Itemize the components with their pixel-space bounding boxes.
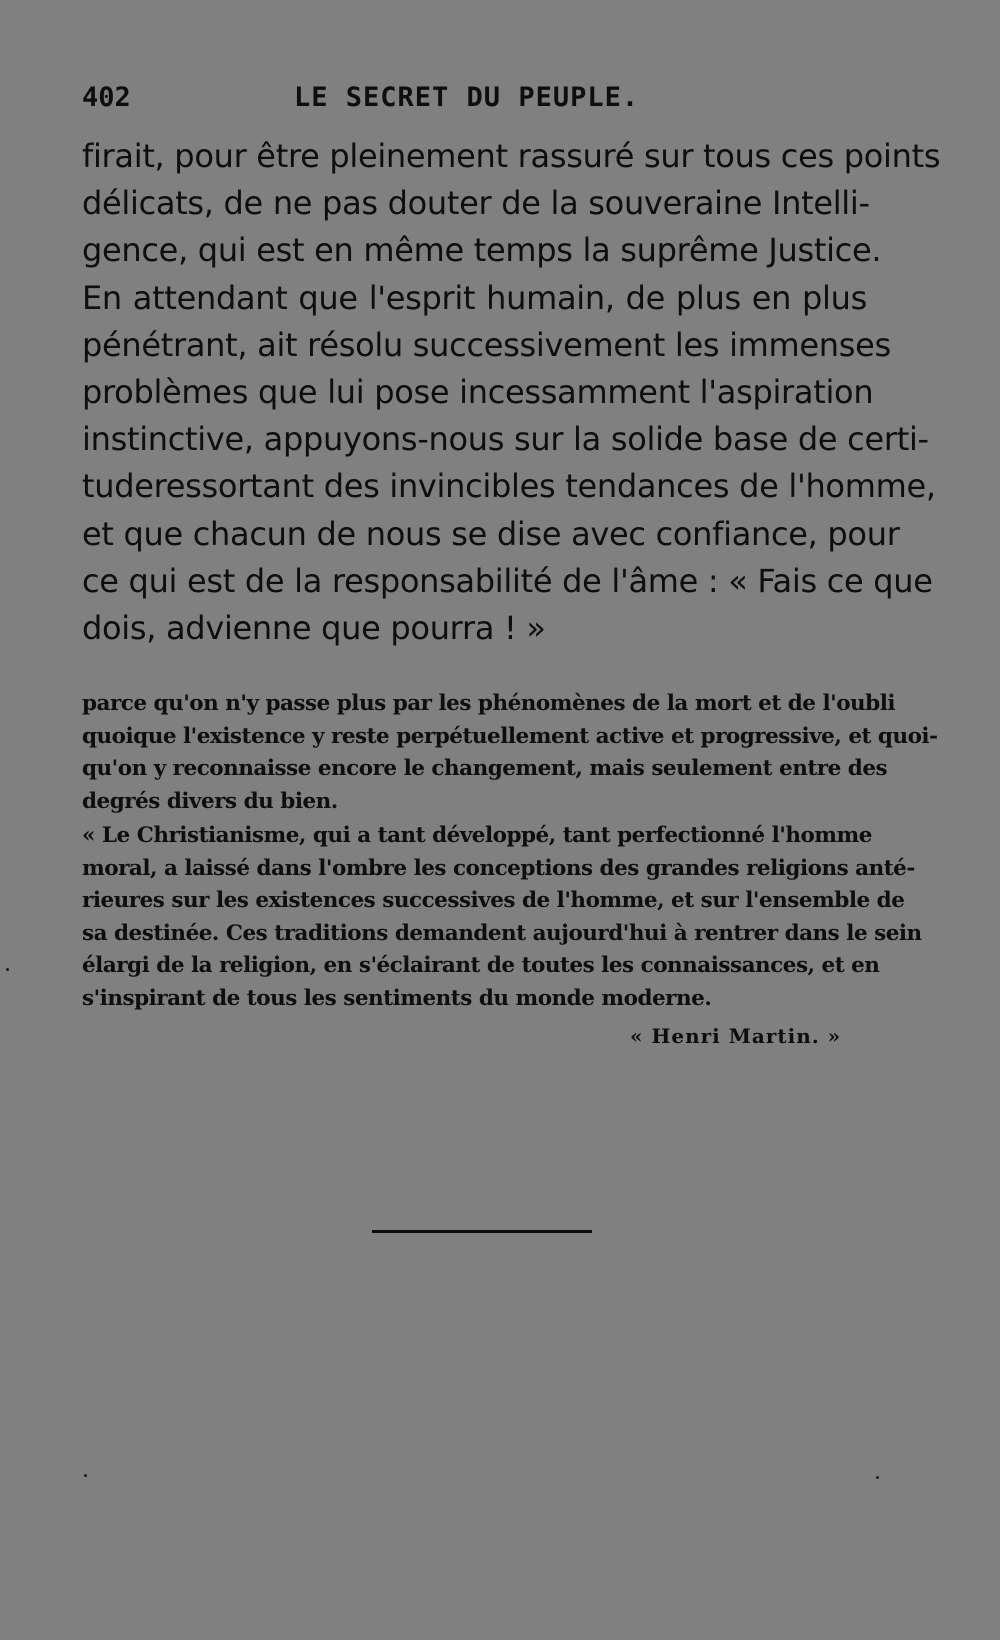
note-line: s'inspirant de tous les sentiments du monde moderne. (82, 985, 712, 1011)
note-line: « Le Christianisme, qui a tant développé, tant perfectionné l'homme (82, 823, 872, 848)
note-line: degrés divers du bien. (82, 788, 338, 814)
note-line: parce qu'on n'y passe plus par les phénomènes de la mort et de l'oubli (82, 691, 896, 716)
note-line: élargi de la religion, en s'éclairant de toutes les connaissances, et en (82, 953, 880, 978)
text-line: problèmes que lui pose incessamment l'aspiration (82, 373, 874, 412)
note-line: sa destinée. Ces traditions demandent aujourd'hui à rentrer dans le sein (82, 920, 922, 946)
note-line: moral, a laissé dans l'ombre les conceptions des grandes religions anté- (82, 855, 915, 881)
text-line: tuderessortant des invincibles tendances de l'homme, (82, 467, 936, 506)
page-number: 402 (82, 82, 131, 113)
text-line: dois, advienne que pourra ! » (82, 609, 546, 648)
text-line: ce qui est de la responsabilité de l'âme : « Fais ce que (82, 561, 933, 600)
text-line: En attendant que l'esprit humain, de plus en plus (82, 278, 867, 317)
text-line: et que chacun de nous se dise avec confiance, pour (82, 514, 900, 553)
scan-speck (876, 1476, 879, 1479)
text-line: délicats, de ne pas douter de la souveraine Intelli- (82, 184, 870, 223)
footnote-continuation (82, 688, 938, 818)
page-header (82, 82, 872, 122)
note-line: qu'on y reconnaisse encore le changement, mais seulement entre des (82, 756, 888, 781)
main-paragraph (82, 133, 941, 652)
end-rule (372, 1230, 592, 1233)
footnote-quotation (82, 820, 922, 1015)
note-line: rieures sur les existences successives de l'homme, et sur l'ensemble de (82, 888, 905, 913)
quote-attribution: « Henri Martin. » (630, 1024, 842, 1048)
running-title: LE SECRET DU PEUPLE. (294, 82, 640, 113)
scan-speck (6, 968, 9, 971)
note-line: quoique l'existence y reste perpétuellement active et progressive, et quoi- (82, 723, 938, 749)
text-line: pénétrant, ait résolu successivement les immenses (82, 325, 891, 364)
scan-speck (84, 1474, 87, 1477)
text-line: firait, pour être pleinement rassuré sur tous ces points (82, 137, 941, 175)
text-line: instinctive, appuyons-nous sur la solide base de certi- (82, 420, 929, 459)
text-line: gence, qui est en même temps la suprême Justice. (82, 231, 882, 270)
